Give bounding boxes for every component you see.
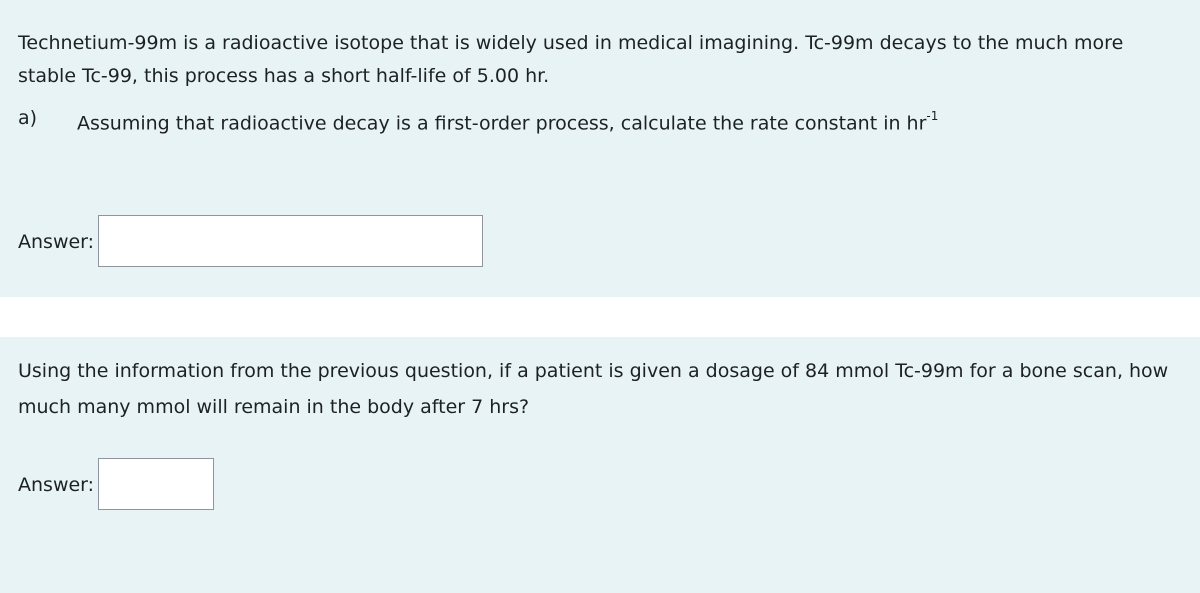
question-1-text-line-2: stable Tc-99, this process has a short half-life of 5.00 hr.: [18, 65, 550, 87]
question-2-answer-input[interactable]: [98, 458, 214, 510]
question-1-answer-input[interactable]: [98, 215, 483, 267]
question-1-part-prompt-text: Assuming that radioactive decay is a first-order process, calculate the rate constant in hr: [77, 112, 927, 135]
question-1-answer-label: Answer:: [18, 231, 95, 253]
question-2-text-line-1: Using the information from the previous question, if a patient is given a dosage of 84 mmol Tc-99m for a bone scan, how: [18, 360, 1169, 382]
question-1-part-prompt: [77, 102, 938, 140]
question-1-text-line-1: Technetium-99m is a radioactive isotope that is widely used in medical imagining. Tc-99m decays to the much more: [18, 32, 1124, 54]
question-1-part-label: a): [18, 107, 38, 129]
question-2-answer-label: Answer:: [18, 474, 95, 496]
question-1-unit-superscript: -1: [926, 109, 939, 123]
question-2-text-line-2: much many mmol will remain in the body after 7 hrs?: [18, 396, 530, 418]
